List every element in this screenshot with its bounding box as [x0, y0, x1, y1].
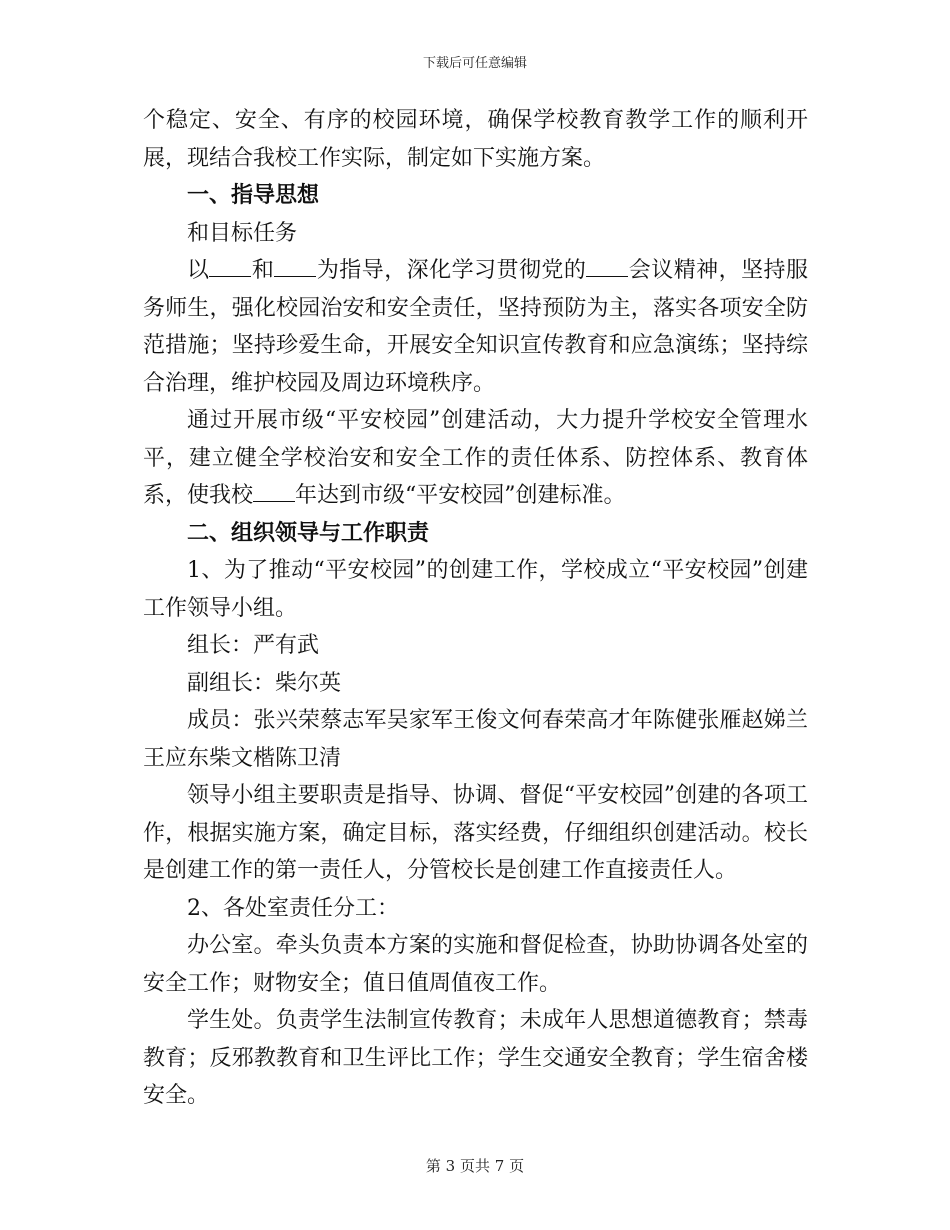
page-header-note: 下载后可任意编辑 [422, 56, 527, 71]
text-span: 使我校 [187, 483, 254, 508]
text-span: 为指导，深化学习贯彻党的 [316, 258, 587, 283]
section-heading-organization: 二、组织领导与工作职责 [187, 519, 430, 546]
paragraph-office-duties: 办公室。牵头负责本方案的实施和督促检查，协助协调各处室的安全工作；财物安全；值日值周值夜工作。 [143, 933, 808, 996]
section-heading-guiding-ideology: 一、指导思想 [187, 182, 320, 208]
document-body [143, 102, 808, 1115]
page-number: 第 3 页共 7 页 [425, 1157, 525, 1175]
paragraph-campaign [143, 402, 808, 515]
paragraph-intro: 个稳定、安全、有序的校园环境，确保学校教育教学工作的顺利开展，现结合我校工作实际，制定如下实施方案。 [143, 108, 808, 171]
paragraph-division-heading: 2、各处室责任分工： [187, 895, 399, 921]
paragraph-members: 成员：张兴荣蔡志军吴家军王俊文何春荣高才年陈健张雁赵娣兰王应东柴文楷陈卫清 [143, 708, 808, 771]
paragraph-deputy-leader: 副组长：柴尔英 [187, 670, 342, 696]
paragraph-guidance [143, 252, 808, 402]
fill-blank [586, 258, 628, 277]
text-span: 和 [251, 258, 275, 283]
fill-blank [209, 258, 251, 277]
fill-blank [274, 258, 316, 277]
text-span: 会议精神，坚持服务师生，强化校园治安和安全责任，坚持预防为主，落实各项安全防范措施；坚持珍爱生命，开展安全知识宣传教育和应急演练；坚持综合治理，维护校园及周边环境秩序。 [143, 258, 808, 396]
paragraph-group-leader: 组长：严有武 [187, 633, 320, 658]
paragraph-duties: 领导小组主要职责是指导、协调、督促“平安校园”创建的各项工作，根据实施方案，确定目标，落实经费，仔细组织创建活动。校长是创建工作的第一责任人，分管校长是创建工作直接责任人。 [143, 783, 808, 883]
paragraph-leadership-group: 1、为了推动“平安校园”的创建工作，学校成立“平安校园”创建工作领导小组。 [143, 558, 808, 621]
fill-blank [253, 483, 295, 502]
text-span: 年达到市级“平安校园”创建标准。 [295, 483, 626, 508]
text-span: 通过开展市级“平安校园”创建活动，大力提升学校安全管理水平，建立健全学校治安和安全工作的责任体系、防控体系、教育体系， [143, 408, 808, 508]
paragraph-goal-tasks: 和目标任务 [187, 220, 298, 246]
text-span: 以 [187, 258, 210, 283]
paragraph-student-affairs-duties: 学生处。负责学生法制宣传教育；未成年人思想道德教育；禁毒教育；反邪教教育和卫生评比工作；学生交通安全教育；学生宿舍楼安全。 [143, 1008, 808, 1108]
